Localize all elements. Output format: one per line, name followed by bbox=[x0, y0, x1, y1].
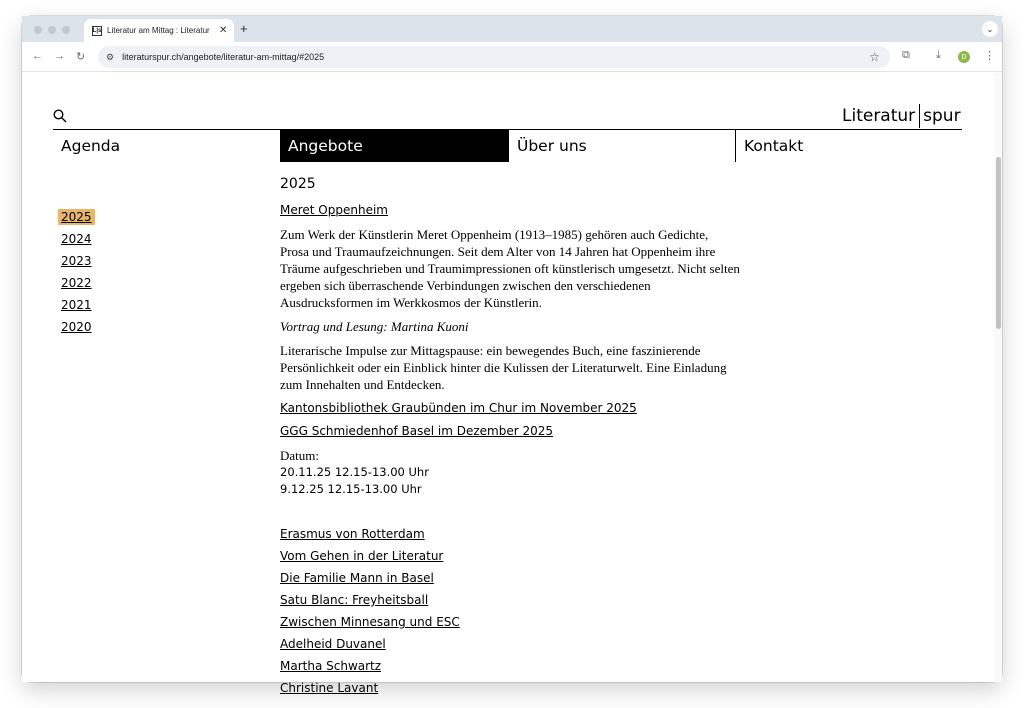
year-link-2021[interactable]: 2021 bbox=[61, 298, 92, 312]
event-link[interactable]: Satu Blanc: Freyheitsball bbox=[280, 593, 429, 607]
download-icon[interactable]: ⤓ bbox=[936, 49, 941, 61]
scrollbar-thumb[interactable] bbox=[996, 157, 1001, 329]
event-detail bbox=[280, 203, 740, 498]
browser-tab[interactable] bbox=[84, 19, 234, 42]
reload-icon[interactable]: ↻ bbox=[76, 51, 86, 63]
event-link[interactable]: Christine Lavant bbox=[280, 681, 379, 695]
event-title-link[interactable]: Meret Oppenheim bbox=[280, 203, 388, 217]
year-link-2022[interactable]: 2022 bbox=[61, 276, 92, 290]
event-intro: Literarische Impulse zur Mittagspause: ein bewegendes Buch, eine faszinierende Persönlichkeit oder ein Einblick hinter die Kulissen der Literaturwelt. Eine Einladung zum Innehalten und Entdecken. bbox=[280, 343, 727, 392]
nav-item-angebote[interactable]: Angebote bbox=[280, 130, 509, 162]
event-credit: Vortrag und Lesung: Martina Kuoni bbox=[280, 319, 469, 334]
minimize-window-button[interactable] bbox=[48, 26, 56, 34]
tab-search-icon[interactable]: ⌄ bbox=[982, 21, 998, 37]
date-line: 20.11.25 12.15-13.00 Uhr bbox=[280, 465, 429, 479]
search-icon[interactable] bbox=[53, 109, 67, 123]
other-events-list bbox=[280, 526, 460, 702]
extensions-icon[interactable]: ⧉ bbox=[902, 49, 910, 61]
tab-title: Literatur am Mittag : Literatur bbox=[107, 26, 210, 35]
close-window-button[interactable] bbox=[34, 26, 42, 34]
bookmark-star-icon[interactable]: ☆ bbox=[869, 50, 880, 64]
event-link[interactable]: Zwischen Minnesang und ESC bbox=[280, 615, 460, 629]
address-bar[interactable] bbox=[98, 46, 890, 68]
logo-text-literatur: Literatur bbox=[842, 106, 916, 126]
event-link[interactable]: Martha Schwartz bbox=[280, 659, 382, 673]
year-link-2023[interactable]: 2023 bbox=[61, 254, 92, 268]
logo-divider bbox=[919, 104, 920, 128]
maximize-window-button[interactable] bbox=[62, 26, 70, 34]
site-logo[interactable] bbox=[842, 104, 961, 128]
venue-link-basel[interactable]: GGG Schmiedenhof Basel im Dezember 2025 bbox=[280, 424, 554, 438]
venue-link-chur[interactable]: Kantonsbibliothek Graubünden im Chur im November 2025 bbox=[280, 401, 637, 415]
profile-avatar[interactable]: D bbox=[958, 51, 970, 63]
event-link[interactable]: Vom Gehen in der Literatur bbox=[280, 549, 444, 563]
year-link-2020[interactable]: 2020 bbox=[61, 320, 92, 334]
menu-icon[interactable]: ⋮ bbox=[984, 50, 995, 62]
url-text: literaturspur.ch/angebote/literatur-am-mittag/#2025 bbox=[122, 52, 325, 62]
year-filter-list bbox=[58, 209, 95, 341]
year-link-2024[interactable]: 2024 bbox=[61, 232, 92, 246]
year-link-2025[interactable]: 2025 bbox=[58, 209, 95, 225]
scrollbar[interactable] bbox=[994, 73, 1002, 682]
web-page bbox=[22, 73, 1002, 695]
date-label: Datum: bbox=[280, 448, 319, 463]
logo-text-spur: spur bbox=[923, 106, 961, 126]
nav-item-kontakt[interactable]: Kontakt bbox=[744, 137, 804, 155]
browser-toolbar bbox=[22, 42, 1002, 72]
tab-close-icon[interactable]: ✕ bbox=[219, 25, 228, 36]
event-description: Zum Werk der Künstlerin Meret Oppenheim (1913–1985) gehören auch Gedichte, Prosa und Traumaufzeichnungen. Seit dem Alter von 14 Jahren hat Oppenheim ihre Träume aufgeschrieben und Traumimpressionen oft künstlerisch umgesetzt. Nicht selten ergeben sich überraschende Verbindungen zwischen den verschiedenen Ausdrucksformen im Werkkosmos der Künstlerin. bbox=[280, 227, 740, 310]
browser-window bbox=[22, 16, 1002, 695]
date-line: 9.12.25 12.15-13.00 Uhr bbox=[280, 482, 422, 496]
nav-item-ueber-uns[interactable]: Über uns bbox=[517, 137, 587, 155]
back-icon[interactable]: ← bbox=[32, 50, 43, 62]
site-favicon-icon: L|s bbox=[92, 27, 102, 34]
nav-item-agenda[interactable]: Agenda bbox=[61, 137, 121, 155]
event-link[interactable]: Erasmus von Rotterdam bbox=[280, 527, 425, 541]
forward-icon[interactable]: → bbox=[54, 50, 65, 62]
section-heading: 2025 bbox=[280, 176, 316, 192]
new-tab-icon[interactable]: + bbox=[240, 21, 248, 36]
site-info-icon[interactable]: ⚙ bbox=[106, 51, 115, 62]
event-link[interactable]: Die Familie Mann in Basel bbox=[280, 571, 434, 585]
event-link[interactable]: Adelheid Duvanel bbox=[280, 637, 386, 651]
tab-strip bbox=[22, 16, 1002, 42]
